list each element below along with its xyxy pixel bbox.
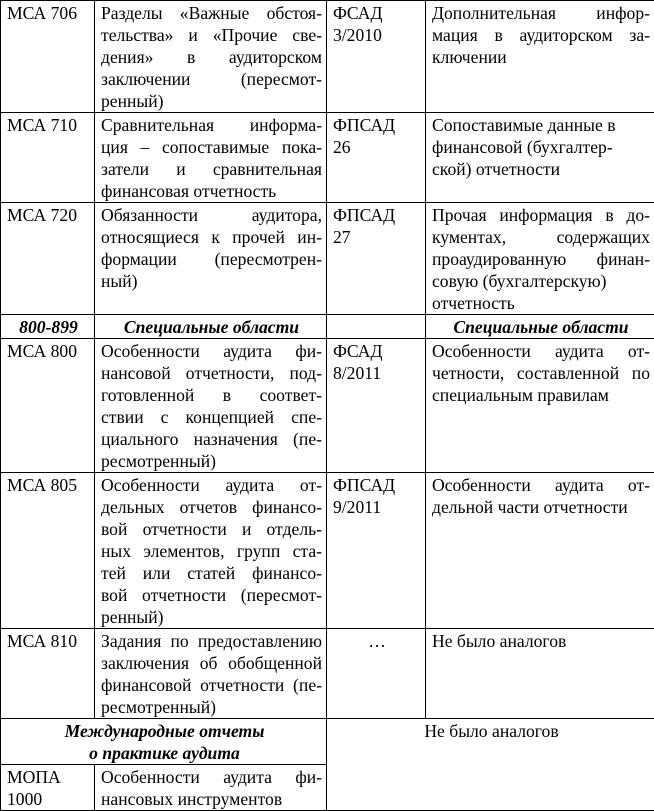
isa-title: Особенности аудита фи- нансовой отчетности, под- готовленной в соответ- ствии с концепцией спе- циального назначения (пе- ресмотренный) xyxy=(95,339,327,473)
isa-code: МСА 800 xyxy=(1,339,95,473)
isa-title: Задания по предоставлению заключения об обобщенной финансовой отчетности (пе- ресмотренный) xyxy=(95,629,327,719)
isa-title: Особенности аудита от- дельных отчетов финансо- вой отчетности и отдель- ных элементов, групп ста- тей или статей финансо- вой отчетности (пересмот- ренный) xyxy=(95,473,327,629)
fs-code: ФПСАД 26 xyxy=(327,113,426,203)
fs-code: ФПСАД 27 xyxy=(327,203,426,315)
table-row xyxy=(1,339,654,473)
fs-title: Дополнительная инфор- мация в аудиторском за- ключении xyxy=(426,1,654,113)
isa-code: МСА 720 xyxy=(1,203,95,315)
isa-title: Сравнительная информа- ция – сопоставимые пока- затели и сравнительная финансовая отчетность xyxy=(95,113,327,203)
isa-code: МСА 805 xyxy=(1,473,95,629)
intl-section-title: Международные отчеты о практике аудита xyxy=(1,719,327,765)
table-row xyxy=(1,473,654,629)
section-title-left: Специальные области xyxy=(95,315,327,339)
isa-code: МСА 710 xyxy=(1,113,95,203)
iapn-code: МОПА 1000 xyxy=(1,765,95,811)
fs-code: ФСАД 3/2010 xyxy=(327,1,426,113)
section-range: 800-899 xyxy=(1,315,95,339)
section-title-right: Специальные области xyxy=(426,315,654,339)
table-row xyxy=(1,1,654,113)
isa-code: МСА 810 xyxy=(1,629,95,719)
fs-title: Не было аналогов xyxy=(426,629,654,719)
isa-code: МСА 706 xyxy=(1,1,95,113)
fs-title: Особенности аудита от- четности, составленной по специальным правилам xyxy=(426,339,654,473)
table-row xyxy=(1,629,654,719)
fs-title: Сопоставимые данные в финансовой (бухгалтер- ской) отчетности xyxy=(426,113,654,203)
isa-title: Разделы «Важные обстоя- тельства» и «Прочие све- дения» в аудиторском заключении (пересмот- ренный) xyxy=(95,1,327,113)
fs-title: Особенности аудита от- дельной части отчетности xyxy=(426,473,654,629)
fs-title: Прочая информация в до- кументах, содержащих проаудированную финан- совую (бухгалтерскую) отчетность xyxy=(426,203,654,315)
fs-code: ФПСАД 9/2011 xyxy=(327,473,426,629)
table-row xyxy=(1,113,654,203)
intl-no-analogs: Не было аналогов xyxy=(327,719,654,811)
table-row xyxy=(1,203,654,315)
fs-code: … xyxy=(327,629,426,719)
section-empty-cell xyxy=(327,315,426,339)
section-header-row xyxy=(1,315,654,339)
iapn-title: Особенности аудита фи- нансовых инструментов xyxy=(95,765,327,811)
fs-code: ФСАД 8/2011 xyxy=(327,339,426,473)
intl-header-row xyxy=(1,719,654,765)
isa-title: Обязанности аудитора, относящиеся к прочей ин- формации (пересмотрен- ный) xyxy=(95,203,327,315)
